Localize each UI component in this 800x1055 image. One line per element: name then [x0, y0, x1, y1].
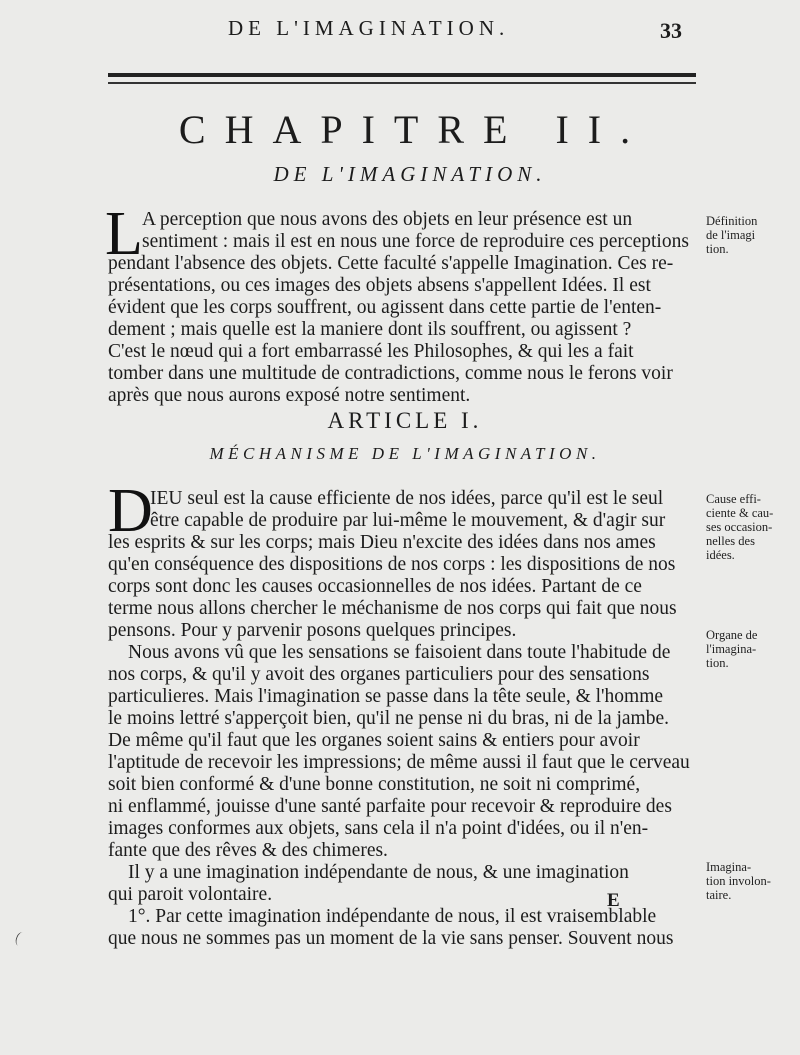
article-line: corps sont donc les causes occasionnelles de nos idées. Partant de ce — [108, 576, 642, 597]
article-dropcap: D — [108, 477, 153, 545]
intro-line: dement ; mais quelle est la maniere dont ils souffrent, ou agissent ? — [108, 319, 632, 340]
article-line: les esprits & sur les corps; mais Dieu n'excite des idées dans nos ames — [108, 532, 656, 553]
article-line: soit bien conformé & d'une bonne constitution, ne soit ni comprimé, — [108, 774, 641, 795]
article-line: qui paroit volontaire. — [108, 884, 273, 905]
article-line: particulieres. Mais l'imagination se passe dans la tête seule, & l'homme — [108, 686, 664, 707]
article-line: être capable de produire par lui-même le mouvement, & d'agir sur — [150, 510, 666, 531]
article-line: nos corps, & qu'il y avoit des organes particuliers pour des sensations — [108, 664, 650, 685]
article-line: fante que des rêves & des chimeres. — [108, 840, 388, 861]
article-line: que nous ne sommes pas un moment de la vie sans penser. Souvent nous — [108, 928, 674, 949]
header-rule-thick — [108, 73, 696, 77]
article-line: ni enflammé, jouisse d'une santé parfaite pour recevoir & reproduire des — [108, 796, 672, 817]
article-line: images conformes aux objets, sans cela il n'a point d'idées, ou il n'en- — [108, 818, 649, 839]
intro-line: C'est le nœud qui a fort embarrassé les Philosophes, & qui les a fait — [108, 341, 634, 362]
chapter-title: CHAPITRE II. — [178, 107, 650, 152]
article-line: terme nous allons chercher le méchanisme de nos corps qui fait que nous — [108, 598, 677, 619]
margin-note-definition: Définition de l'imagi tion. — [706, 214, 758, 256]
article-line: Nous avons vû que les sensations se faisoient dans toute l'habitude de — [128, 642, 671, 663]
margin-note-organe: Organe de l'imagina- tion. — [706, 628, 758, 670]
intro-line: sentiment : mais il est en nous une force de reproduire ces perceptions — [142, 231, 689, 252]
intro-line: tomber dans une multitude de contradictions, comme nous le ferons voir — [108, 363, 673, 384]
article-line: le moins lettré s'apperçoit bien, qu'il ne pense ni du bras, ni de la jambe. — [108, 708, 669, 729]
header-rule-thin — [108, 82, 696, 84]
chapter-subtitle: DE L'IMAGINATION. — [273, 162, 547, 186]
margin-note-cause: Cause effi- ciente & cau- ses occasion- nelles des idées. — [706, 492, 774, 562]
article-title: ARTICLE I. — [327, 408, 483, 433]
intro-line: A perception que nous avons des objets en leur présence est un — [142, 209, 633, 230]
article-subtitle: MÉCHANISME DE L'IMAGINATION. — [209, 444, 601, 463]
intro-line: après que nous aurons exposé notre sentiment. — [108, 385, 471, 406]
article-line: 1°. Par cette imagination indépendante de nous, il est vraisemblable — [128, 906, 657, 927]
margin-note-involontaire: Imagina- tion involon- taire. — [706, 860, 771, 902]
article-line: l'aptitude de recevoir les impressions; de même aussi il faut que le cerveau — [108, 752, 690, 773]
intro-dropcap: L — [105, 200, 143, 268]
intro-line: évident que les corps souffrent, ou agissent dans cette partie de l'enten- — [108, 297, 662, 318]
running-head: DE L'IMAGINATION. — [228, 16, 510, 40]
article-line: pensons. Pour y parvenir posons quelques principes. — [108, 620, 517, 641]
ink-mark — [14, 931, 27, 947]
article-line: De même qu'il faut que les organes soient sains & entiers pour avoir — [108, 730, 640, 751]
signature-mark: E — [607, 890, 620, 911]
article-line: qu'en conséquence des dispositions de nos corps : les dispositions de nos — [108, 554, 676, 575]
intro-line: présentations, ou ces images des objets absens s'appellent Idées. Il est — [108, 275, 651, 296]
article-line: IEU seul est la cause efficiente de nos idées, parce qu'il est le seul — [150, 488, 664, 509]
intro-line: pendant l'absence des objets. Cette faculté s'appelle Imagination. Ces re- — [108, 253, 674, 274]
article-line: Il y a une imagination indépendante de nous, & une imagination — [128, 862, 629, 883]
page-number: 33 — [660, 18, 682, 43]
